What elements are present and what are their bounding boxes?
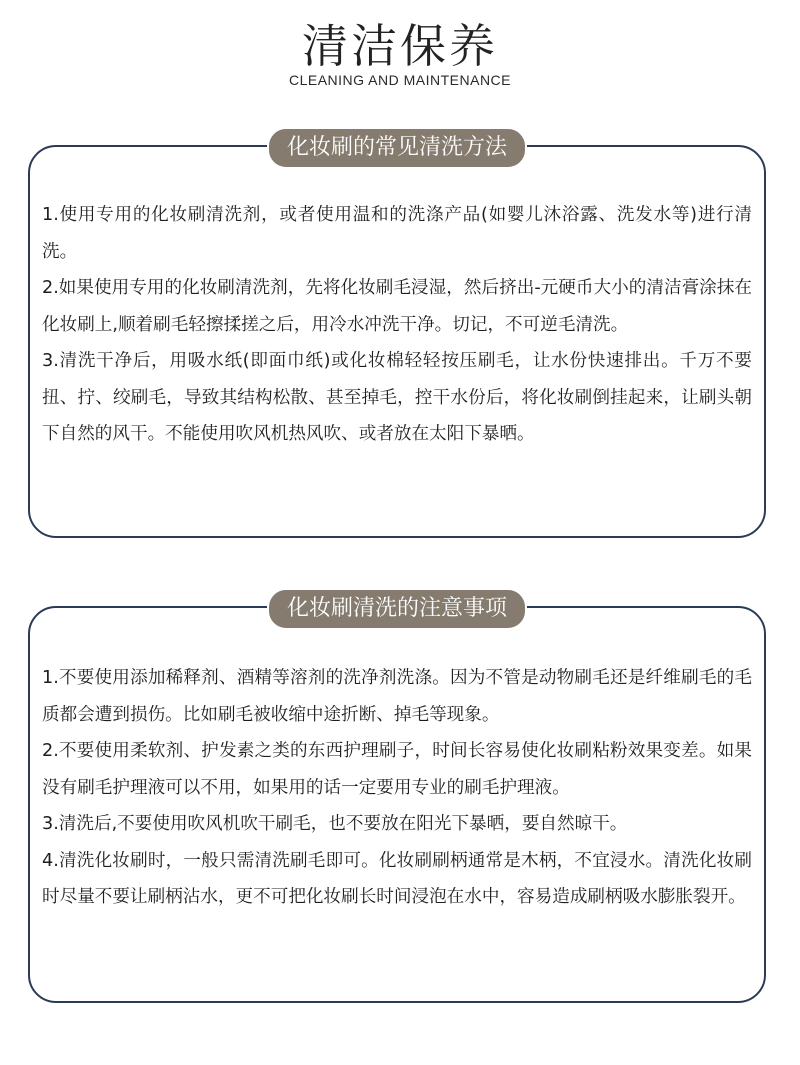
cleaning-notes-panel (28, 596, 766, 1003)
list-item: 2.不要使用柔软剂、护发素之类的东西护理刷子，时间长容易使化妆刷粘粉效果变差。如果没有刷毛护理液可以不用，如果用的话一定要用专业的刷毛护理液。 (42, 741, 752, 798)
page-subtitle: CLEANING AND MAINTENANCE (288, 72, 512, 88)
list-item: 2.如果使用专用的化妆刷清洗剂，先将化妆刷毛浸湿，然后挤出-元硬币大小的清洁膏涂抹在化妆刷上,顺着刷毛轻擦揉搓之后，用冷水冲洗干净。切记，不可逆毛清洗。 (42, 278, 752, 335)
section-body (42, 197, 752, 453)
list-item: 1.不要使用添加稀释剂、酒精等溶剂的洗净剂洗涤。因为不管是动物刷毛还是纤维刷毛的毛质都会遭到损伤。比如刷毛被收缩中途折断、掉毛等现象。 (42, 668, 752, 725)
section-heading: 化妆刷清洗的注意事项 (267, 588, 527, 630)
list-item: 1.使用专用的化妆刷清洗剂，或者使用温和的洗涤产品(如婴儿沐浴露、洗发水等)进行清洗。 (42, 205, 752, 262)
list-item: 3.清洗干净后，用吸水纸(即面巾纸)或化妆棉轻轻按压刷毛，让水份快速排出。千万不要扭、拧、绞刷毛，导致其结构松散、甚至掉毛，控干水份后，将化妆刷倒挂起来，让刷头朝下自然的风干。不能使用吹风机热风吹、或者放在太阳下暴晒。 (42, 351, 752, 444)
page-title: 清洁保养 (302, 19, 498, 73)
list-item: 3.清洗后,不要使用吹风机吹干刷毛，也不要放在阳光下暴晒，要自然晾干。 (42, 814, 628, 834)
section-body (42, 660, 752, 916)
cleaning-methods-panel (28, 135, 766, 538)
section-heading: 化妆刷的常见清洗方法 (267, 127, 527, 169)
list-item: 4.清洗化妆刷时，一般只需清洗刷毛即可。化妆刷刷柄通常是木柄，不宜浸水。清洗化妆刷时尽量不要让刷柄沾水，更不可把化妆刷长时间浸泡在水中，容易造成刷柄吸水膨胀裂开。 (42, 850, 752, 907)
